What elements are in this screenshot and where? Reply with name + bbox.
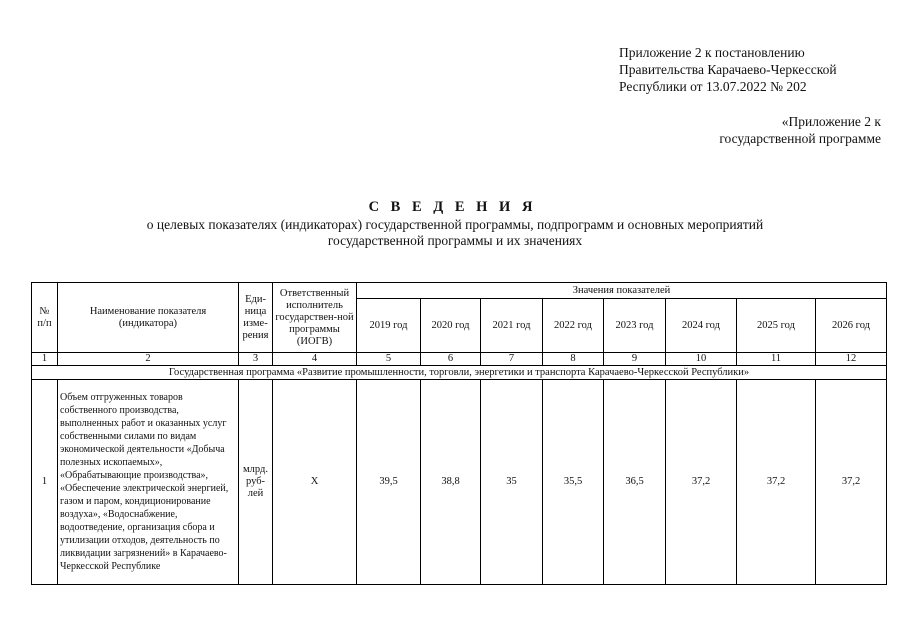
column-number: 5 (357, 353, 421, 366)
document-title: С В Е Д Е Н И Я (368, 199, 537, 215)
header-num: № п/п (32, 283, 58, 353)
subtitle-line-2: государственной программы и их значениях (327, 233, 583, 248)
value-cell: 35 (481, 380, 543, 585)
indicator-responsible: Х (273, 380, 357, 585)
value-cell: 35,5 (543, 380, 604, 585)
program-title: Государственная программа «Развитие промышленности, торговли, энергетики и транспорта Карачаево-Черкесской Республики» (32, 366, 887, 380)
header-year: 2021 год (481, 299, 543, 353)
value-cell: 39,5 (357, 380, 421, 585)
column-number: 2 (58, 353, 239, 366)
value-cell: 38,8 (421, 380, 481, 585)
value-cell: 37,2 (816, 380, 887, 585)
value-cell: 37,2 (737, 380, 816, 585)
appendix-line-1: Приложение 2 к постановлению (619, 45, 805, 60)
header-values-group: Значения показателей (357, 283, 887, 299)
header-responsible: Ответственный исполнитель государствен-ной программы (ИОГВ) (273, 283, 357, 353)
row-num: 1 (32, 380, 58, 585)
column-number: 6 (421, 353, 481, 366)
value-cell: 37,2 (666, 380, 737, 585)
value-cell: 36,5 (604, 380, 666, 585)
appendix-line-2: Правительства Карачаево-Черкесской (619, 62, 837, 77)
header-year: 2020 год (421, 299, 481, 353)
column-number-row (32, 353, 887, 366)
header-year: 2025 год (737, 299, 816, 353)
column-number: 1 (32, 353, 58, 366)
header-unit: Еди-ница изме-рения (239, 283, 273, 353)
column-number: 9 (604, 353, 666, 366)
document-subtitle (90, 217, 820, 249)
header-name: Наименование показателя (индикатора) (58, 283, 239, 353)
indicators-table (31, 282, 887, 585)
column-number: 10 (666, 353, 737, 366)
column-number: 4 (273, 353, 357, 366)
column-number: 8 (543, 353, 604, 366)
column-number: 11 (737, 353, 816, 366)
program-row (32, 366, 887, 380)
header-year: 2019 год (357, 299, 421, 353)
appendix-program-note (621, 113, 881, 147)
column-number: 7 (481, 353, 543, 366)
header-year: 2023 год (604, 299, 666, 353)
appendix-note (619, 44, 889, 95)
column-number: 12 (816, 353, 887, 366)
appendix-program-line-1: «Приложение 2 к (781, 114, 881, 129)
appendix-program-line-2: государственной программе (719, 131, 881, 146)
table-row (32, 380, 887, 585)
column-number: 3 (239, 353, 273, 366)
indicator-name: Объем отгруженных товаров собственного производства, выполненных работ и оказанных услуг собственными силами по видам экономической деятельности «Добыча полезных ископаемых», «Обрабатывающие производства», «Обеспечение электрической энергией, газом и паром, кондиционирование воздуха», «Водоснабжение, водоотведение, организация сбора и утилизации отходов, деятельность по ликвидации загрязнений» в Карачаево-Черкесской Республике (58, 380, 239, 585)
header-year: 2026 год (816, 299, 887, 353)
header-year: 2022 год (543, 299, 604, 353)
subtitle-line-1: о целевых показателях (индикаторах) государственной программы, подпрограмм и основных мероприятий (146, 217, 764, 232)
header-year: 2024 год (666, 299, 737, 353)
appendix-line-3: Республики от 13.07.2022 № 202 (619, 79, 807, 94)
indicator-unit: млрд. руб-лей (239, 380, 273, 585)
